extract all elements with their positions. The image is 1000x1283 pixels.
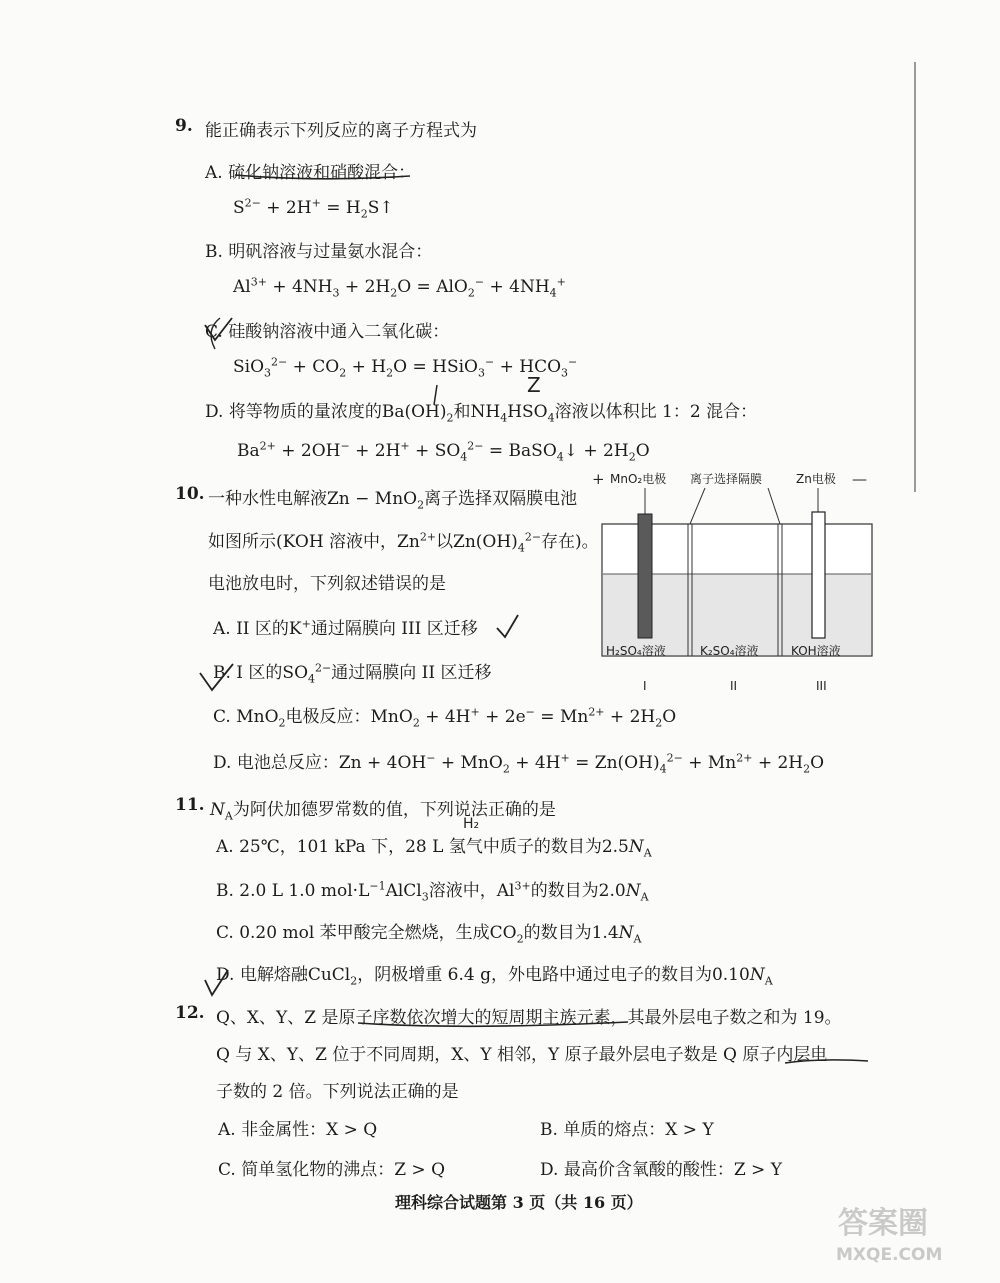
q9-option-b: B. 明矾溶液与过量氨水混合： (205, 242, 433, 262)
q11-option-a: A. 25℃，101 kPa 下，28 L 氢气中质子的数目为$2.5N_A$ (216, 837, 652, 860)
q9-b-equation: $Al^{3+} + 4NH_3 + 2H_2O = AlO_2^- + 4NH_4^+$ (233, 275, 566, 300)
q12-stem-line3: 子数的 2 倍。下列说法正确的是 (216, 1082, 459, 1102)
membrane-label: 离子选择隔膜 (690, 472, 763, 486)
zn-electrode-label: Zn电极 (796, 472, 836, 486)
sol1-label: H₂SO₄溶液 (606, 644, 666, 658)
sol2-label: K₂SO₄溶液 (700, 644, 759, 658)
zone-3-label: III (816, 679, 827, 693)
circle-mark-q9c (211, 318, 220, 349)
q9-c-equation: $SiO_3^{2-} + CO_2 + H_2O$ = HSiO$_3$− + $HCO_3^-$ (233, 355, 578, 380)
q10-stem-line1: 一种水性电解液Zn − MnO$_2$离子选择双隔膜电池 (208, 489, 578, 512)
q12-stem-line2: Q 与 X、Y、Z 位于不同周期，X、Y 相邻，Y 原子最外层电子数是 Q 原子内层电 (216, 1045, 828, 1065)
q12-number: 12. (175, 1003, 205, 1023)
q9-option-d: D. 将等物质的量浓度的$Ba(OH)_2$和$NH_4HSO_4$溶液以体积比 1：2 混合： (205, 402, 758, 425)
q9-stem: 能正确表示下列反应的离子方程式为 (205, 121, 477, 141)
check-mark-q10a (497, 615, 518, 637)
q11-stem: $N_A$为阿伏加德罗常数的值，下列说法正确的是 (210, 800, 556, 823)
q10-number: 10. (175, 484, 205, 504)
check-mark-q10b (200, 664, 233, 690)
underline-q9a (235, 175, 410, 179)
page-footer: 理科综合试题第 3 页（共 16 页） (395, 1193, 643, 1212)
q9-number: 9. (175, 116, 193, 136)
check-mark-q9c (205, 318, 232, 340)
q9-option-a: A. 硫化钠溶液和硝酸混合： (205, 163, 416, 183)
zone-2-label: II (730, 679, 738, 693)
q9-a-equation: $S^{2-} + 2H^+$ = $H_2S↑$ (233, 196, 394, 221)
handwritten-z: Z (527, 373, 541, 397)
q12-option-c: C. 简单氢化物的沸点：Z > Q (218, 1160, 446, 1180)
zone-1-label: I (643, 679, 647, 693)
q10-option-a: A. II 区的K+通过隔膜向 III 区迁移 (213, 617, 478, 639)
q11-option-d: D. 电解熔融CuCl$_2$，阴极增重 6.4 g，外电路中通过电子的数目为$0.10N_A$ (216, 965, 773, 988)
q12-stem-line1: Q、X、Y、Z 是原子序数依次增大的短周期主族元素，其最外层电子数之和为 19。 (216, 1008, 842, 1028)
underline-q12-line2 (785, 1060, 868, 1063)
q11-number: 11. (175, 795, 205, 815)
q9-d-equation: $Ba^{2+} + 2OH^- + 2H^+ + SO_4^{2-}$ = BaSO$_4$↓ + $2H_2O$ (237, 439, 650, 464)
negative-terminal: — (852, 470, 867, 488)
pencil-mark-oh (434, 385, 437, 405)
q10-option-c: C. MnO$_2$电极反应：$MnO_2 + 4H^+ + 2e^- = Mn^{2+} + 2H_2O$ (213, 705, 677, 730)
sol3-label: KOH溶液 (791, 644, 841, 658)
q10-stem-line2: 如图所示(KOH 溶液中，$Zn^{2+}$以$Zn(OH)_4^{2-}$存在)。 (208, 530, 599, 555)
positive-terminal: + (592, 470, 605, 488)
check-mark-q11d (205, 970, 228, 995)
watermark-url: MXQE.COM (836, 1245, 943, 1265)
q11-option-b: B. 2.0 L 1.0 $mol\cdot L^{-1}AlCl_3$溶液中，$Al^{3+}$的数目为$2.0N_A$ (216, 879, 649, 904)
mno2-electrode-label: MnO₂电极 (610, 472, 667, 486)
q12-option-b: B. 单质的熔点：X > Y (540, 1120, 714, 1140)
q12-option-d: D. 最高价含氧酸的酸性：Z > Y (540, 1160, 782, 1180)
q11-option-c: C. 0.20 mol 苯甲酸完全燃烧，生成$CO_2$的数目为$1.4N_A$ (216, 923, 642, 946)
watermark-logo: 答案圈 (838, 1206, 928, 1241)
q9-option-c: C. 硅酸钠溶液中通入二氧化碳： (205, 322, 450, 342)
underline-q12-line1 (358, 1022, 628, 1026)
handwritten-h2: H₂ (463, 816, 480, 832)
q12-option-a: A. 非金属性：X > Q (218, 1120, 378, 1140)
q10-stem-line3: 电池放电时，下列叙述错误的是 (208, 574, 446, 594)
q10-option-b: B. I 区的$SO_4^{2-}$通过隔膜向 II 区迁移 (213, 661, 492, 686)
q10-option-d: D. 电池总反应：$Zn + 4OH^- + MnO_2 + 4H^+ = Zn(OH)_4^{2-} + Mn^{2+} + 2H_2O$ (213, 751, 825, 776)
